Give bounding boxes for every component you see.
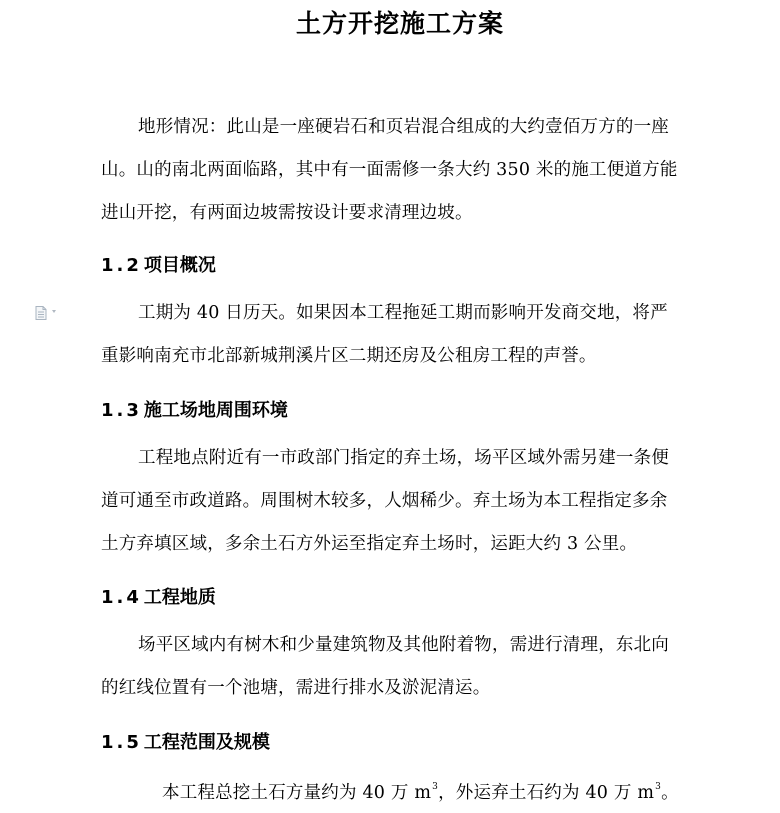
paragraph-line: 工程地点附近有一市政部门指定的弃土场，场平区域外需另建一条便 (138, 448, 669, 468)
section-heading-1-4 (101, 583, 216, 609)
section-number: 1.2 (101, 255, 142, 276)
document-icon[interactable] (35, 305, 61, 319)
section-heading-text: 施工场地周围环境 (143, 400, 288, 421)
paragraph-line: 场平区域内有树木和少量建筑物及其他附着物，需进行清理，东北向 (138, 635, 669, 655)
section-paragraph-1-3 (101, 437, 701, 566)
paragraph-line: 山。山的南北两面临路，其中有一面需修一条大约 350 米的施工便道方能 (101, 160, 678, 180)
scale-paragraph (162, 779, 679, 804)
section-paragraph-1-2 (101, 292, 701, 378)
section-heading-1-2 (101, 251, 216, 277)
section-heading-1-5 (101, 728, 270, 754)
superscript: 3 (432, 782, 439, 792)
paragraph-line: 重影响南充市北部新城荆溪片区二期还房及公租房工程的声誉。 (101, 346, 597, 366)
section-number: 1.5 (101, 732, 142, 753)
superscript: 3 (655, 782, 662, 792)
scale-text-part: 本工程总挖土石方量约为 40 万 m (162, 783, 432, 803)
chevron-down-icon (52, 310, 56, 313)
section-number: 1.3 (101, 400, 142, 421)
paragraph-line: 土方弃填区域，多余土石方外运至指定弃土场时，运距大约 3 公里。 (101, 534, 638, 554)
section-heading-1-3 (101, 396, 288, 422)
paragraph-line: 道可通至市政道路。周围树木较多，人烟稀少。弃土场为本工程指定多余 (101, 491, 668, 511)
section-paragraph-1-4 (101, 624, 701, 710)
section-heading-text: 工程地质 (143, 587, 216, 608)
intro-paragraph (101, 106, 701, 235)
paragraph-line: 工期为 40 日历天。如果因本工程拖延工期而影响开发商交地，将严 (138, 303, 668, 323)
scale-text-part: 。 (661, 783, 679, 803)
paragraph-line: 的红线位置有一个池塘，需进行排水及淤泥清运。 (101, 678, 491, 698)
document-title: 土方开挖施工方案 (295, 9, 504, 38)
section-number: 1.4 (101, 587, 142, 608)
section-heading-text: 项目概况 (143, 255, 216, 276)
paragraph-line: 进山开挖，有两面边坡需按设计要求清理边坡。 (101, 203, 473, 223)
paragraph-line: 地形情况：此山是一座硬岩石和页岩混合组成的大约壹佰万方的一座 (138, 117, 669, 137)
section-heading-text: 工程范围及规模 (143, 732, 270, 753)
scale-text-part: ，外运弃土石约为 40 万 m (438, 783, 655, 803)
